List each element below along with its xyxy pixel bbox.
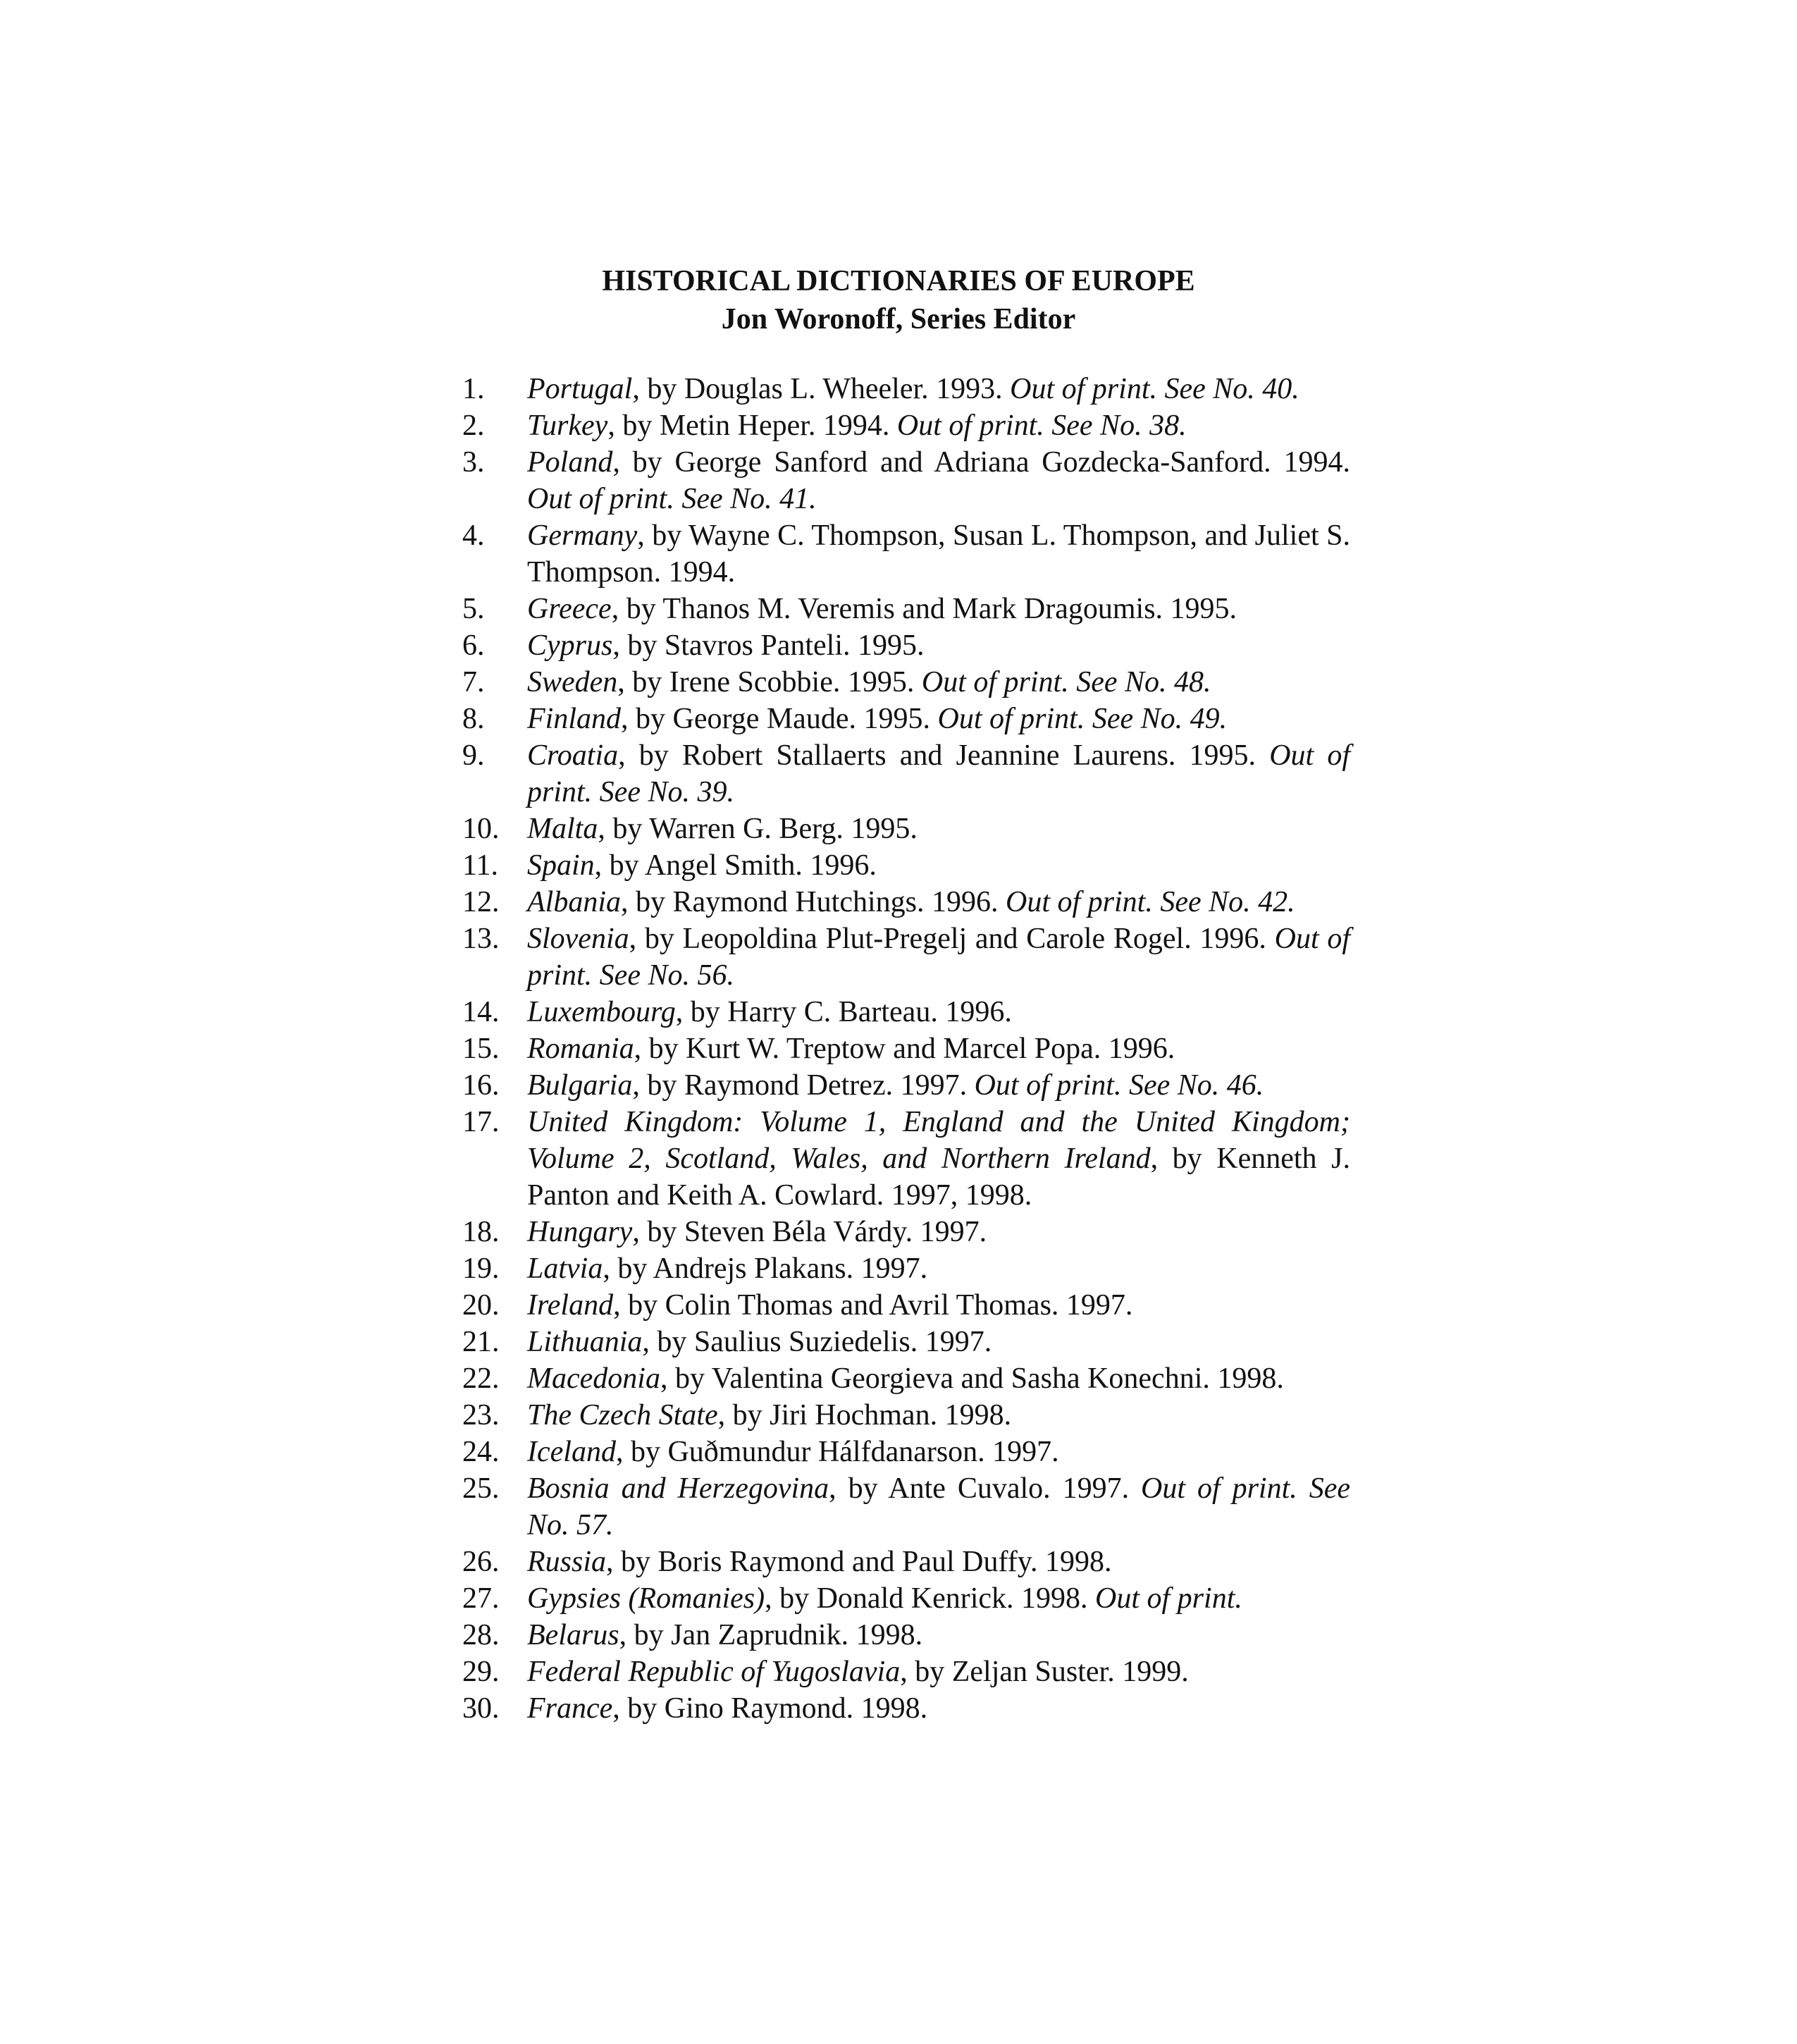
entry-number: 8. xyxy=(462,703,485,735)
entry-number: 9. xyxy=(462,739,485,772)
entry-note: Out of print. See No. 49. xyxy=(937,703,1228,735)
list-item xyxy=(462,1067,1350,1104)
entry-title: Luxembourg xyxy=(527,996,676,1028)
list-item xyxy=(462,1617,1350,1654)
entry-details: , by Irene Scobbie. 1995. xyxy=(617,666,922,698)
entry-title: Portugal xyxy=(527,373,633,405)
entry-number: 11. xyxy=(462,849,498,882)
entry-number: 21. xyxy=(462,1326,500,1358)
entry-details: , by Raymond Hutchings. 1996. xyxy=(621,886,1006,918)
entry-note: Out of print. See No. 40. xyxy=(1010,373,1299,405)
list-item xyxy=(462,1397,1350,1434)
list-item xyxy=(462,1214,1350,1250)
entry-number: 5. xyxy=(462,593,485,625)
series-title: HISTORICAL DICTIONARIES OF EUROPE xyxy=(602,265,1195,297)
list-item xyxy=(462,627,1350,664)
entry-details: , by Boris Raymond and Paul Duffy. 1998. xyxy=(606,1546,1112,1578)
entry-number: 15. xyxy=(462,1033,500,1065)
entry-title: Poland xyxy=(527,446,613,479)
list-item xyxy=(462,407,1350,444)
entry-details: , by Steven Béla Várdy. 1997. xyxy=(632,1216,987,1248)
entry-details: , by Douglas L. Wheeler. 1993. xyxy=(632,373,1011,405)
entry-title: Russia xyxy=(527,1546,607,1578)
list-item xyxy=(462,1287,1350,1324)
entry-note: Out of print. See No. 56. xyxy=(527,923,1351,992)
entry-title: Bulgaria xyxy=(527,1069,633,1102)
list-item xyxy=(462,994,1350,1030)
entry-title: Croatia xyxy=(527,739,619,772)
entry-details: , by Warren G. Berg. 1995. xyxy=(598,813,918,845)
entry-note: Out of print. xyxy=(1095,1582,1242,1615)
entry-details: , by Donald Kenrick. 1998. xyxy=(765,1582,1096,1615)
entry-details: , by Andrejs Plakans. 1997. xyxy=(603,1252,928,1285)
entry-details: , by George Maude. 1995. xyxy=(621,703,938,735)
entry-note: Out of print. See No. 46. xyxy=(974,1069,1264,1102)
entry-note: Out of print. See No. 39. xyxy=(527,739,1351,808)
entry-title: Cyprus xyxy=(527,629,613,662)
entry-number: 6. xyxy=(462,629,485,662)
entry-title: United Kingdom: Volume 1, England and the United Kingdom; Volume 2, Scotland, Wales, and Northern Ireland xyxy=(527,1106,1350,1175)
list-item xyxy=(462,591,1350,627)
entry-title: Sweden xyxy=(527,666,618,698)
entry-number: 13. xyxy=(462,923,500,955)
entry-number: 30. xyxy=(462,1692,500,1725)
entry-title: Finland xyxy=(527,703,621,735)
entry-title: Romania xyxy=(527,1033,634,1065)
entry-details: , by Leopoldina Plut-Pregelj and Carole Rogel. 1996. xyxy=(629,923,1275,955)
list-item xyxy=(462,444,1350,517)
list-item xyxy=(462,737,1350,811)
entry-title: Bosnia and Herzegovina xyxy=(527,1472,829,1505)
entry-number: 12. xyxy=(462,886,500,918)
entry-number: 17. xyxy=(462,1106,500,1138)
list-item xyxy=(462,1030,1350,1067)
entry-details: , by Guðmundur Hálfdanarson. 1997. xyxy=(615,1436,1059,1468)
entry-title: The Czech State xyxy=(527,1399,718,1432)
entry-details: , by Jiri Hochman. 1998. xyxy=(717,1399,1012,1432)
list-item xyxy=(462,847,1350,884)
entry-number: 25. xyxy=(462,1472,500,1505)
entry-title: Slovenia xyxy=(527,923,629,955)
entry-title: Turkey xyxy=(527,410,608,442)
series-editor: Jon Woronoff, Series Editor xyxy=(721,303,1076,335)
entry-title: Belarus xyxy=(527,1619,619,1651)
entry-title: Spain xyxy=(527,849,595,882)
entry-number: 27. xyxy=(462,1582,500,1615)
entry-number: 16. xyxy=(462,1069,500,1102)
entry-details: , by Saulius Suziedelis. 1997. xyxy=(642,1326,992,1358)
entry-note: Out of print. See No. 42. xyxy=(1005,886,1295,918)
entry-number: 24. xyxy=(462,1436,500,1468)
list-item xyxy=(462,1654,1350,1690)
list-item xyxy=(462,1250,1350,1287)
entry-title: France xyxy=(527,1692,613,1725)
entry-note: Out of print. See No. 57. xyxy=(527,1472,1350,1541)
entry-number: 10. xyxy=(462,813,500,845)
entry-number: 22. xyxy=(462,1362,500,1395)
entry-details: , by Kenneth J. Panton and Keith A. Cowlard. 1997, 1998. xyxy=(527,1143,1350,1212)
entry-details: , by Jan Zaprudnik. 1998. xyxy=(619,1619,923,1651)
entry-title: Latvia xyxy=(527,1252,603,1285)
entry-number: 18. xyxy=(462,1216,500,1248)
list-item xyxy=(462,1104,1350,1214)
entry-number: 7. xyxy=(462,666,485,698)
entry-details: , by Colin Thomas and Avril Thomas. 1997. xyxy=(613,1289,1133,1322)
entry-title: Iceland xyxy=(527,1436,616,1468)
list-item xyxy=(462,1690,1350,1727)
entry-details: , by Stavros Panteli. 1995. xyxy=(612,629,925,662)
list-item xyxy=(462,664,1350,701)
entry-details: , by Ante Cuvalo. 1997. xyxy=(829,1472,1142,1505)
entry-number: 26. xyxy=(462,1546,500,1578)
list-item xyxy=(462,811,1350,847)
entry-title: Malta xyxy=(527,813,598,845)
entry-number: 29. xyxy=(462,1656,500,1688)
entry-details: , by Angel Smith. 1996. xyxy=(594,849,877,882)
entry-details: , by Metin Heper. 1994. xyxy=(607,410,897,442)
list-item xyxy=(462,371,1350,407)
entry-details: , by Kurt W. Treptow and Marcel Popa. 1996. xyxy=(634,1033,1175,1065)
series-list xyxy=(462,371,1350,1727)
entry-title: Macedonia xyxy=(527,1362,660,1395)
entry-details: , by Raymond Detrez. 1997. xyxy=(632,1069,975,1102)
entry-title: Albania xyxy=(527,886,621,918)
entry-details: , by Zeljan Suster. 1999. xyxy=(900,1656,1189,1688)
entry-title: Germany xyxy=(527,519,638,552)
series-header xyxy=(0,262,1797,338)
list-item xyxy=(462,1470,1350,1544)
entry-number: 19. xyxy=(462,1252,500,1285)
entry-number: 23. xyxy=(462,1399,500,1432)
entry-number: 28. xyxy=(462,1619,500,1651)
entry-title: Federal Republic of Yugoslavia xyxy=(527,1656,901,1688)
entry-title: Greece xyxy=(527,593,612,625)
list-item xyxy=(462,1434,1350,1470)
entry-number: 20. xyxy=(462,1289,500,1322)
entry-details: , by Valentina Georgieva and Sasha Konechni. 1998. xyxy=(660,1362,1284,1395)
list-item xyxy=(462,1580,1350,1617)
list-item xyxy=(462,1324,1350,1360)
entry-details: , by George Sanford and Adriana Gozdecka-Sanford. 1994. xyxy=(612,446,1350,479)
list-item xyxy=(462,921,1350,994)
entry-note: Out of print. See No. 41. xyxy=(527,483,817,515)
entry-note: Out of print. See No. 48. xyxy=(921,666,1211,698)
list-item xyxy=(462,517,1350,591)
entry-details: , by Gino Raymond. 1998. xyxy=(612,1692,928,1725)
list-item xyxy=(462,701,1350,737)
entry-number: 2. xyxy=(462,410,485,442)
entry-number: 4. xyxy=(462,519,485,552)
entry-title: Hungary xyxy=(527,1216,633,1248)
entry-number: 3. xyxy=(462,446,485,479)
entry-details: , by Harry C. Barteau. 1996. xyxy=(675,996,1012,1028)
entry-note: Out of print. See No. 38. xyxy=(896,410,1187,442)
entry-number: 1. xyxy=(462,373,485,405)
entry-title: Ireland xyxy=(527,1289,614,1322)
list-item xyxy=(462,1360,1350,1397)
entry-details: , by Thanos M. Veremis and Mark Dragoumis. 1995. xyxy=(611,593,1237,625)
entry-title: Gypsies (Romanies) xyxy=(527,1582,765,1615)
entry-title: Lithuania xyxy=(527,1326,643,1358)
entry-details: , by Wayne C. Thompson, Susan L. Thompson, and Juliet S. Thompson. 1994. xyxy=(527,519,1350,589)
list-item xyxy=(462,884,1350,921)
entry-details: , by Robert Stallaerts and Jeannine Laurens. 1995. xyxy=(618,739,1270,772)
list-item xyxy=(462,1544,1350,1580)
entry-number: 14. xyxy=(462,996,500,1028)
